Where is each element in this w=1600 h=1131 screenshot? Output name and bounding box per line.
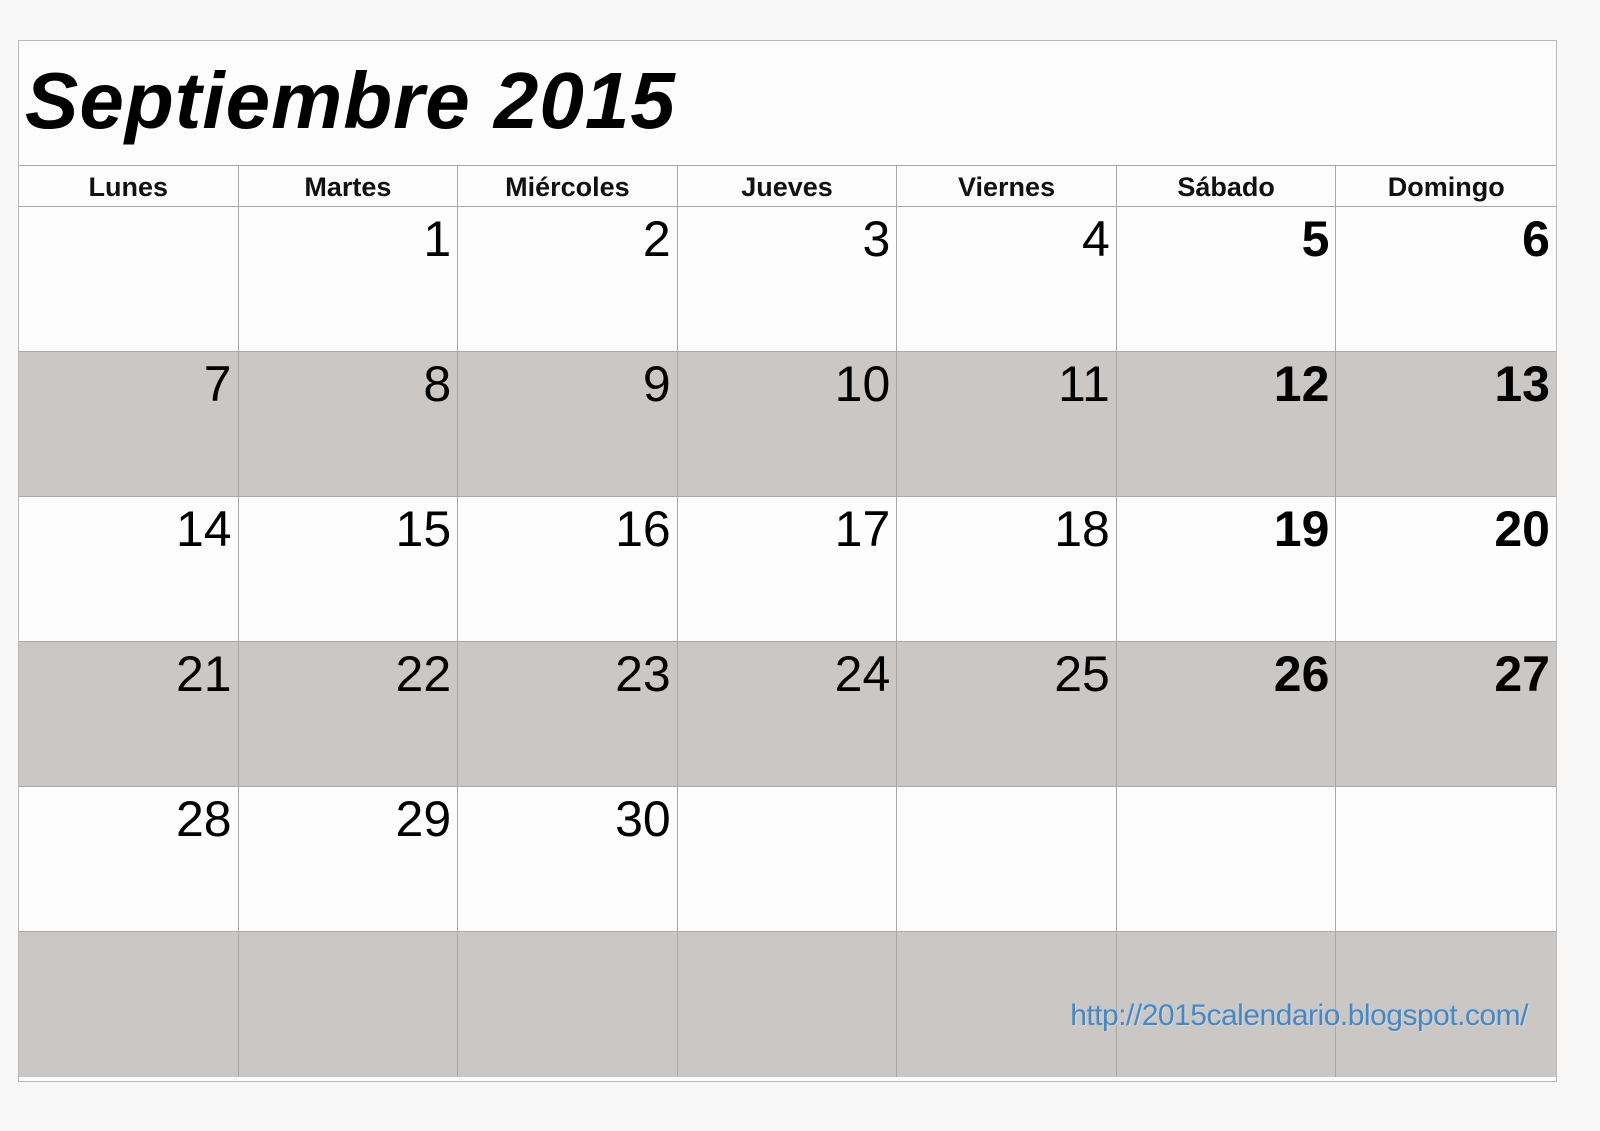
day-cell	[239, 642, 459, 786]
day-cell	[678, 932, 898, 1077]
day-cell	[897, 207, 1117, 351]
day-cell	[678, 207, 898, 351]
day-number: 2	[642, 211, 671, 267]
day-cell	[239, 207, 459, 351]
week-row-4	[19, 642, 1556, 787]
weekday-saturday: Sábado	[1117, 166, 1337, 208]
calendar-grid	[19, 165, 1556, 1077]
weekday-wednesday: Miércoles	[458, 166, 678, 208]
day-number: 1	[423, 211, 452, 267]
day-cell	[1336, 787, 1556, 931]
day-cell	[458, 642, 678, 786]
day-number: 16	[615, 501, 671, 557]
source-url: http://2015calendario.blogspot.com/	[1070, 999, 1528, 1032]
day-cell	[678, 787, 898, 931]
day-number: 26	[1273, 646, 1330, 702]
day-number: 22	[395, 646, 452, 702]
day-cell	[678, 642, 898, 786]
day-number: 14	[175, 501, 232, 557]
day-number: 15	[395, 501, 452, 557]
day-cell	[19, 932, 239, 1077]
day-number: 29	[395, 791, 452, 847]
day-cell	[678, 352, 898, 496]
weekday-friday: Viernes	[897, 166, 1117, 208]
day-number: 12	[1273, 356, 1330, 412]
day-number: 5	[1301, 211, 1330, 267]
day-cell	[1336, 207, 1556, 351]
day-number: 20	[1494, 501, 1550, 557]
day-number: 3	[862, 211, 891, 267]
day-cell	[1117, 642, 1337, 786]
day-cell	[678, 497, 898, 641]
weekday-sunday: Domingo	[1387, 172, 1505, 202]
day-number: 13	[1494, 356, 1550, 412]
day-number: 8	[423, 356, 452, 412]
week-row-3	[19, 497, 1556, 642]
day-cell	[1336, 497, 1556, 641]
weekday-thursday: Jueves	[678, 166, 898, 208]
day-cell	[19, 497, 239, 641]
day-cell	[239, 352, 459, 496]
day-cell	[19, 642, 239, 786]
weekday-monday: Lunes	[19, 166, 239, 208]
day-cell	[239, 497, 459, 641]
day-number: 7	[203, 356, 232, 412]
day-cell	[458, 207, 678, 351]
calendar-title: Septiembre 2015	[25, 56, 676, 145]
day-cell	[458, 787, 678, 931]
day-cell	[897, 642, 1117, 786]
week-row-2	[19, 352, 1556, 497]
day-number: 11	[1057, 356, 1110, 412]
day-number: 17	[834, 501, 891, 557]
day-cell	[458, 497, 678, 641]
day-number: 23	[615, 646, 671, 702]
day-number: 19	[1273, 501, 1330, 557]
day-number: 21	[175, 646, 232, 702]
week-row-5	[19, 787, 1556, 932]
day-cell	[19, 207, 239, 351]
day-cell	[1336, 642, 1556, 786]
day-number: 18	[1054, 501, 1110, 557]
day-number: 6	[1522, 211, 1550, 267]
day-number: 30	[615, 791, 671, 847]
day-cell	[19, 352, 239, 496]
day-number: 28	[175, 791, 232, 847]
day-cell	[19, 787, 239, 931]
day-number: 4	[1082, 211, 1110, 267]
day-cell	[897, 787, 1117, 931]
day-cell	[239, 932, 459, 1077]
day-cell	[1117, 207, 1337, 351]
calendar-sheet	[18, 40, 1557, 1082]
day-cell	[1117, 497, 1337, 641]
day-number: 9	[642, 356, 671, 412]
day-number: 24	[834, 646, 891, 702]
day-number: 27	[1494, 646, 1550, 702]
week-row-1	[19, 207, 1556, 352]
day-number: 25	[1054, 646, 1110, 702]
day-cell	[1117, 352, 1337, 496]
day-cell	[458, 352, 678, 496]
day-cell	[458, 932, 678, 1077]
weekday-header	[19, 166, 1556, 207]
day-cell	[897, 352, 1117, 496]
day-cell	[1117, 787, 1337, 931]
day-cell	[897, 497, 1117, 641]
weekday-tuesday: Martes	[239, 166, 459, 208]
day-number: 10	[834, 356, 891, 412]
day-cell	[1336, 352, 1556, 496]
day-cell	[239, 787, 459, 931]
